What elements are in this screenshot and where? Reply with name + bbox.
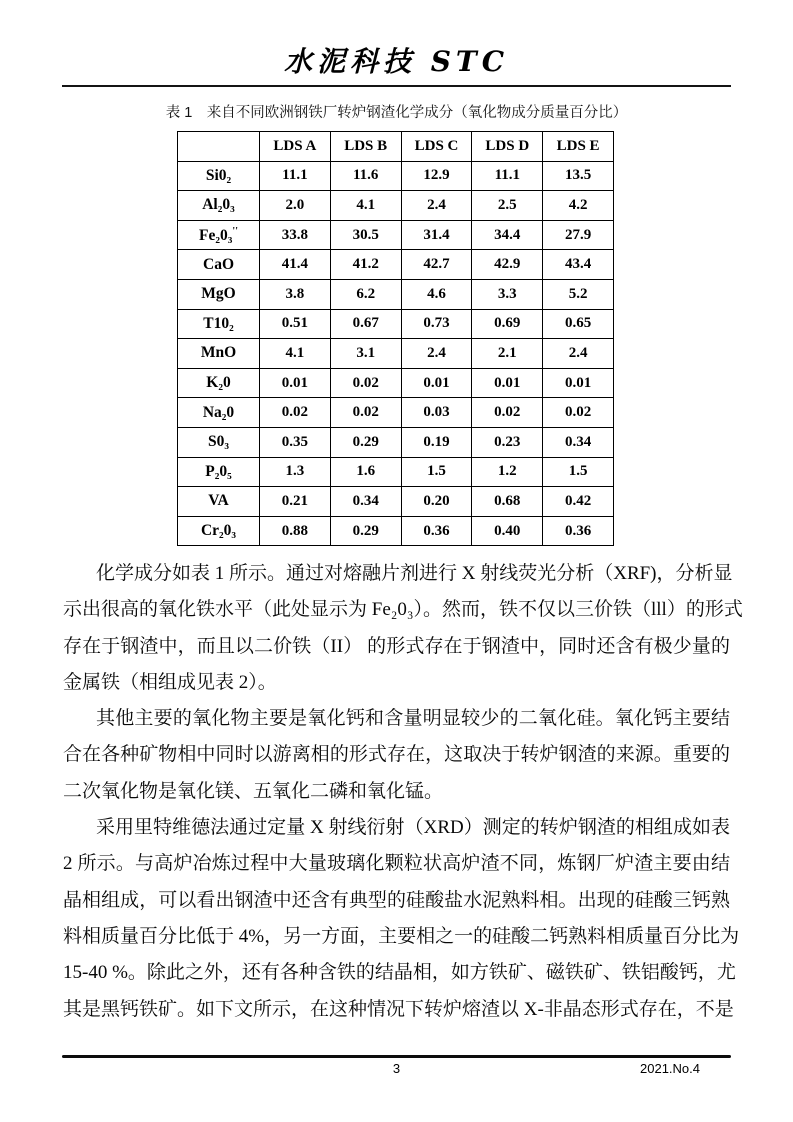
body-text-line: 料相质量百分比低于 4%，另一方面，主要相之一的硅酸二钙熟料相质量百分比为 [63,925,740,947]
table-cell: 42.9 [472,250,543,280]
table-cell: 0.51 [260,309,331,339]
footer-rule [62,1055,731,1058]
table-row-label: MgO [178,279,260,309]
table-cell: 0.02 [330,368,401,398]
table-row-label: P₂0₅ [178,457,260,487]
table-cell: 0.03 [401,398,472,428]
table-cell: 0.02 [543,398,614,428]
table-header-row [178,132,614,162]
table-cell: 2.4 [401,191,472,221]
table-cell: 11.1 [472,161,543,191]
table-cell: 13.5 [543,161,614,191]
body-text-line: 晶相组成，可以看出钢渣中还含有典型的硅酸盐水泥熟料相。出现的硅酸三钙熟 [63,889,730,911]
table-row [178,398,614,428]
table-cell: 41.2 [330,250,401,280]
table-cell: 4.2 [543,191,614,221]
table-row-label: K₂0 [178,368,260,398]
table-cell: 0.02 [260,398,331,428]
table-row-label: MnO [178,339,260,369]
table-cell: 0.29 [330,427,401,457]
table-row-label: S0₃ [178,427,260,457]
table-cell: 42.7 [401,250,472,280]
table-cell: 0.02 [330,398,401,428]
table-cell: 11.6 [330,161,401,191]
table-row-label: Fe₂0₃'' [178,220,260,250]
table-cell: 0.42 [543,487,614,517]
article-body [63,556,743,1028]
table-cell: 3.1 [330,339,401,369]
body-text-line: 采用里特维德法通过定量 X 射线衍射（XRD）测定的转炉钢渣的相组成如表 [96,817,730,839]
body-text-line: 2 所示。与高炉冶炼过程中大量玻璃化颗粒状高炉渣不同，炼钢厂炉渣主要由结 [63,853,730,875]
table-header [178,132,614,162]
table-cell: 1.5 [401,457,472,487]
table-cell: 2.0 [260,191,331,221]
table-row [178,487,614,517]
table-cell: 2.5 [472,191,543,221]
body-text-line: 其他主要的氧化物主要是氧化钙和含量明显较少的二氧化硅。氧化钙主要结 [96,708,730,730]
table-cell: 0.73 [401,309,472,339]
table-cell: 0.35 [260,427,331,457]
table-row [178,250,614,280]
body-text-line: 其是黑钙铁矿。如下文所示，在这种情况下转炉熔渣以 X-非晶态形式存在，不是 [63,998,734,1020]
table-cell: 11.1 [260,161,331,191]
body-text-line: 二次氧化物是氧化镁、五氧化二磷和氧化锰。 [63,780,444,802]
table-cell: 0.21 [260,487,331,517]
table-cell: 27.9 [543,220,614,250]
table-row [178,457,614,487]
table-cell: 0.65 [543,309,614,339]
header-rule [62,85,731,87]
table-cell: 0.19 [401,427,472,457]
table-cell: 0.36 [543,516,614,546]
table-cell: 2.4 [401,339,472,369]
table-row-label: T10₂ [178,309,260,339]
table-column-header: LDS C [401,132,472,162]
table-cell: 0.20 [401,487,472,517]
table-cell: 12.9 [401,161,472,191]
table-row [178,516,614,546]
table-cell: 1.6 [330,457,401,487]
composition-table [177,131,614,546]
table-column-header: LDS E [543,132,614,162]
table-row-label: CaO [178,250,260,280]
table-cell: 2.4 [543,339,614,369]
table-cell: 0.01 [401,368,472,398]
table-row-label: Na₂0 [178,398,260,428]
table-cell: 4.6 [401,279,472,309]
table-cell: 2.1 [472,339,543,369]
body-text-line: 合在各种矿物相中同时以游离相的形式存在，这取决于转炉钢渣的来源。重要的 [63,744,730,766]
table-cell: 0.01 [543,368,614,398]
table-cell: 31.4 [401,220,472,250]
table-row-label: Al₂0₃ [178,191,260,221]
table-column-header: LDS D [472,132,543,162]
table-cell: 0.01 [260,368,331,398]
table-row [178,161,614,191]
body-text-line: 示出很高的氧化铁水平（此处显示为 Fe₂0₃）。然而，铁不仅以三价铁（lll）的形式 [63,599,743,621]
table-cell: 41.4 [260,250,331,280]
table-cell: 1.5 [543,457,614,487]
body-text-line: 金属铁（相组成见表 2）。 [63,671,277,693]
journal-title: 水泥科技 STC [283,45,510,78]
table-cell: 30.5 [330,220,401,250]
table-cell: 6.2 [330,279,401,309]
table-row-label: VA [178,487,260,517]
table-row [178,279,614,309]
table-cell: 5.2 [543,279,614,309]
table-cell: 4.1 [330,191,401,221]
table-column-header: LDS B [330,132,401,162]
table-column-header: LDS A [260,132,331,162]
table-cell: 4.1 [260,339,331,369]
page-number: 3 [392,1061,401,1076]
table-cell: 0.40 [472,516,543,546]
body-text-line: 15-40 %。除此之外，还有各种含铁的结晶相，如方铁矿、磁铁矿、铁铝酸钙，尤 [63,962,736,984]
table-cell: 0.67 [330,309,401,339]
table-cell: 0.01 [472,368,543,398]
table-cell: 0.02 [472,398,543,428]
body-text-line: 化学成分如表 1 所示。通过对熔融片剂进行 X 射线荧光分析（XRF)，分析显 [96,563,733,584]
table-cell: 34.4 [472,220,543,250]
table-row [178,339,614,369]
table-cell: 0.29 [330,516,401,546]
table-caption: 表 1 来自不同欧洲钢铁厂转炉钢渣化学成分（氧化物成分质量百分比） [165,105,628,121]
table-row [178,427,614,457]
table-cell: 3.3 [472,279,543,309]
table-column-header [178,132,260,162]
table-cell: 3.8 [260,279,331,309]
issue-number: 2021.No.4 [640,1061,700,1076]
table-row [178,309,614,339]
table-row [178,368,614,398]
table-cell: 0.23 [472,427,543,457]
body-text-line: 存在于钢渣中，而且以二价铁（II） 的形式存在于钢渣中，同时还含有极少量的 [63,635,730,657]
table-cell: 43.4 [543,250,614,280]
table-row [178,191,614,221]
table-cell: 1.3 [260,457,331,487]
table-row [178,220,614,250]
table-cell: 0.88 [260,516,331,546]
table-cell: 0.68 [472,487,543,517]
table-cell: 33.8 [260,220,331,250]
table-cell: 0.34 [330,487,401,517]
table-cell: 0.69 [472,309,543,339]
table-body [178,161,614,546]
table-row-label: Cr₂0₃ [178,516,260,546]
table-cell: 1.2 [472,457,543,487]
table-cell: 0.36 [401,516,472,546]
table-cell: 0.34 [543,427,614,457]
table-row-label: Si0₂ [178,161,260,191]
